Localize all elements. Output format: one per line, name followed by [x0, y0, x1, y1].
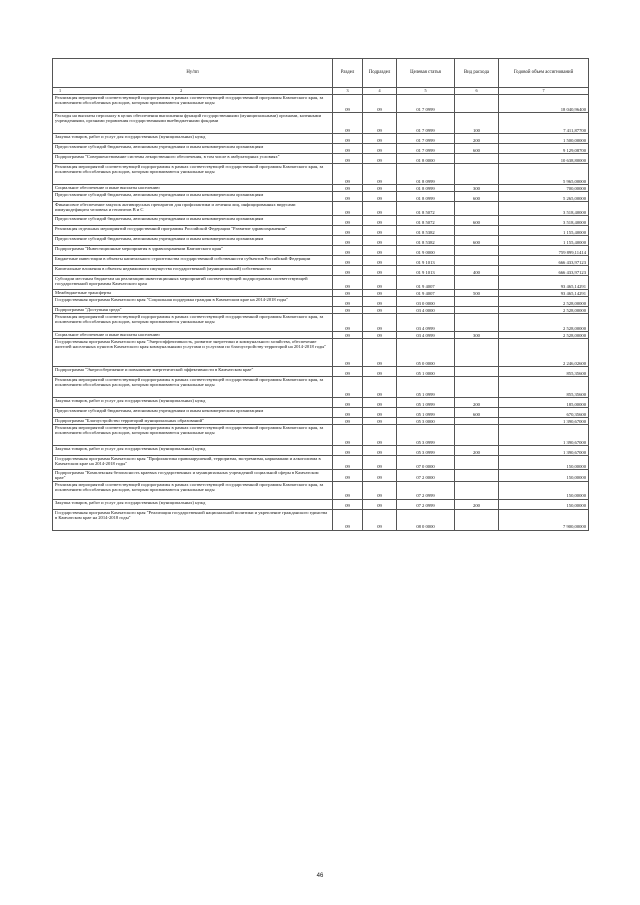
table-row: [53, 470, 589, 482]
row-vid: 100: [455, 113, 499, 134]
row-name: Предоставление субсидий бюджетным, автономным учреждениям и иным некоммерческим организациям: [53, 236, 333, 246]
row-razdel: 09: [333, 418, 363, 425]
row-amount: 93 465,14291: [499, 276, 589, 290]
row-podrazdel: 09: [363, 113, 397, 134]
table-row: [53, 418, 589, 425]
row-amount: 9 129,08700: [499, 144, 589, 154]
row-amount: 855,35600: [499, 377, 589, 398]
row-razdel: 09: [333, 95, 363, 113]
table-row: [53, 226, 589, 236]
row-article: 01 7 0999: [397, 113, 455, 134]
table-row: [53, 134, 589, 144]
row-vid: [455, 367, 499, 377]
table-row: [53, 307, 589, 314]
row-podrazdel: 09: [363, 290, 397, 297]
row-amount: 18 040,96400: [499, 95, 589, 113]
table-row: [53, 113, 589, 134]
row-article: 01 7 0999: [397, 144, 455, 154]
table-row: [53, 144, 589, 154]
row-podrazdel: 09: [363, 246, 397, 256]
row-article: 01 8 0999: [397, 192, 455, 202]
header-article: Целевая статья: [397, 59, 455, 88]
row-amount: 150,00000: [499, 470, 589, 482]
row-amount: 670,35600: [499, 408, 589, 418]
row-name: Реализация мероприятий соответствующей подпрограммы в рамках соответствующей государственной программы Камчатского края, за исключением обособленных расходов, которым присваиваются уникальные коды: [53, 314, 333, 332]
table-row: [53, 290, 589, 297]
row-podrazdel: 09: [363, 144, 397, 154]
row-podrazdel: 09: [363, 216, 397, 226]
row-razdel: 09: [333, 164, 363, 185]
row-article: 01 8 5072: [397, 202, 455, 216]
row-razdel: 09: [333, 256, 363, 266]
row-razdel: 09: [333, 367, 363, 377]
row-amount: 7 411,87700: [499, 113, 589, 134]
row-podrazdel: 09: [363, 164, 397, 185]
row-amount: 855,35600: [499, 367, 589, 377]
table-row: [53, 246, 589, 256]
row-amount: 2 528,00000: [499, 332, 589, 339]
row-razdel: 09: [333, 425, 363, 446]
row-article: 07 2 0000: [397, 470, 455, 482]
row-name: Реализация мероприятий соответствующей подпрограммы в рамках соответствующей государственной программы Камчатского края, за исключением обособленных расходов, которым присваиваются уникальные коды: [53, 377, 333, 398]
row-amount: 666 433,97123: [499, 256, 589, 266]
row-razdel: 09: [333, 446, 363, 456]
row-name: Подпрограмма "Благоустройство территорий муниципальных образований": [53, 418, 333, 425]
row-name: Предоставление субсидий бюджетным, автономным учреждениям и иным некоммерческим организациям: [53, 408, 333, 418]
table-header-row: [53, 59, 589, 88]
table-row: [53, 339, 589, 367]
row-name: Финансовое обеспечение закупок антивирусных препаратов для профилактики и лечения лиц, инфицированных вирусами иммунодефицита человека и гепатитов B и C: [53, 202, 333, 216]
table-row: [53, 236, 589, 246]
row-vid: 300: [455, 185, 499, 192]
row-podrazdel: 09: [363, 95, 397, 113]
row-article: 01 9 4007: [397, 276, 455, 290]
row-amount: 3 518,40000: [499, 216, 589, 226]
row-vid: 600: [455, 216, 499, 226]
table-row: [53, 154, 589, 164]
row-amount: 93 465,14291: [499, 290, 589, 297]
row-razdel: 09: [333, 185, 363, 192]
row-vid: [455, 297, 499, 307]
row-amount: 3 518,40000: [499, 202, 589, 216]
row-article: 01 8 0000: [397, 154, 455, 164]
table-row: [53, 425, 589, 446]
table-row: [53, 95, 589, 113]
row-podrazdel: 09: [363, 425, 397, 446]
table-row: [53, 314, 589, 332]
table-row: [53, 446, 589, 456]
row-amount: 150,00000: [499, 481, 589, 499]
row-razdel: 09: [333, 456, 363, 470]
row-razdel: 09: [333, 202, 363, 216]
row-podrazdel: 09: [363, 408, 397, 418]
row-vid: [455, 202, 499, 216]
row-vid: [455, 95, 499, 113]
row-podrazdel: 09: [363, 266, 397, 276]
row-name: Государственная программа Камчатского края "Социальная поддержка граждан в Камчатском крае на 2014-2018 годы": [53, 297, 333, 307]
row-name: Расходы на выплаты персоналу в целях обеспечения выполнения функций государственными (муниципальными) органами, казенными учреждениями, органами управления государственными внебюджетными фондами: [53, 113, 333, 134]
row-podrazdel: 09: [363, 192, 397, 202]
row-razdel: 09: [333, 276, 363, 290]
row-article: 01 7 0999: [397, 134, 455, 144]
row-podrazdel: 09: [363, 377, 397, 398]
row-name: Закупка товаров, работ и услуг для государственных (муниципальных) нужд: [53, 499, 333, 509]
row-vid: [455, 481, 499, 499]
row-razdel: 09: [333, 290, 363, 297]
row-amount: 5 965,00000: [499, 164, 589, 185]
row-name: Закупка товаров, работ и услуг для государственных (муниципальных) нужд: [53, 446, 333, 456]
row-razdel: 09: [333, 332, 363, 339]
row-amount: 1 500,00000: [499, 134, 589, 144]
row-article: 05 1 0999: [397, 398, 455, 408]
row-podrazdel: 09: [363, 418, 397, 425]
row-vid: 600: [455, 236, 499, 246]
row-vid: 200: [455, 499, 499, 509]
row-podrazdel: 09: [363, 276, 397, 290]
row-vid: [455, 314, 499, 332]
row-razdel: 09: [333, 509, 363, 530]
row-podrazdel: 09: [363, 314, 397, 332]
row-name: Реализация отдельных мероприятий государственной программы Российской Федерации "Развитие здравоохранения": [53, 226, 333, 236]
row-article: 07 2 0999: [397, 499, 455, 509]
row-razdel: 09: [333, 377, 363, 398]
row-article: 05 0 0000: [397, 339, 455, 367]
row-article: 01 8 5072: [397, 216, 455, 226]
row-vid: [455, 276, 499, 290]
row-podrazdel: 09: [363, 367, 397, 377]
row-podrazdel: 09: [363, 499, 397, 509]
row-podrazdel: 09: [363, 202, 397, 216]
row-razdel: 09: [333, 216, 363, 226]
row-article: 08 0 0000: [397, 509, 455, 530]
row-name: Реализация мероприятий соответствующей подпрограммы в рамках соответствующей государственной программы Камчатского края, за исключением обособленных расходов, которым присваиваются уникальные коды: [53, 164, 333, 185]
row-vid: 300: [455, 332, 499, 339]
row-razdel: 09: [333, 297, 363, 307]
table-row: [53, 164, 589, 185]
row-article: 05 1 0999: [397, 408, 455, 418]
row-vid: 200: [455, 134, 499, 144]
row-razdel: 09: [333, 236, 363, 246]
row-name: Подпрограмма "Совершенствование системы лекарственного обеспечения, в том числе в амбулаторных условиях": [53, 154, 333, 164]
row-name: Социальное обеспечение и иные выплаты населению: [53, 332, 333, 339]
row-razdel: 09: [333, 499, 363, 509]
row-razdel: 09: [333, 470, 363, 482]
table-row: [53, 297, 589, 307]
row-vid: [455, 226, 499, 236]
row-vid: 200: [455, 398, 499, 408]
table-row: [53, 408, 589, 418]
table-row: [53, 367, 589, 377]
row-razdel: 09: [333, 481, 363, 499]
row-article: 01 9 1013: [397, 266, 455, 276]
row-article: 05 1 0999: [397, 377, 455, 398]
row-amount: 185,00000: [499, 398, 589, 408]
row-article: 01 9 4007: [397, 290, 455, 297]
header-razdel: Раздел: [333, 59, 363, 88]
header-amount: Годовой объем ассигнований: [499, 59, 589, 88]
row-podrazdel: 09: [363, 134, 397, 144]
row-amount: 2 528,00000: [499, 307, 589, 314]
page-number: 46: [316, 873, 324, 879]
row-name: Государственная программа Камчатского края "Энергоэффективность, развитие энергетики и коммунального хозяйства, обеспечение жителей населенных пунктов Камчатского края коммунальными услугами и услугами по благоустройству территорий на 2014-2018 годы": [53, 339, 333, 367]
budget-table-sheet: [52, 58, 588, 531]
row-amount: 150,00000: [499, 499, 589, 509]
row-name: Подпрограмма "Комплексная безопасность краевых государственных и муниципальных учреждений социальной сферы в Камчатском крае": [53, 470, 333, 482]
row-podrazdel: 09: [363, 398, 397, 408]
table-row: [53, 499, 589, 509]
row-vid: [455, 509, 499, 530]
row-podrazdel: 09: [363, 339, 397, 367]
row-razdel: 09: [333, 307, 363, 314]
row-razdel: 09: [333, 246, 363, 256]
row-name: Предоставление субсидий бюджетным, автономным учреждениям и иным некоммерческим организациям: [53, 192, 333, 202]
row-amount: 666 433,97123: [499, 266, 589, 276]
column-number-6: 6: [455, 88, 499, 95]
table-row: [53, 216, 589, 226]
row-name: Межбюджетные трансферты: [53, 290, 333, 297]
table-row: [53, 266, 589, 276]
row-podrazdel: 09: [363, 481, 397, 499]
table-row: [53, 185, 589, 192]
row-name: Бюджетные инвестиции в объекты капитального строительства государственной собственности субъектов Российской Федерации: [53, 256, 333, 266]
row-name: Предоставление субсидий бюджетным, автономным учреждениям и иным некоммерческим организациям: [53, 144, 333, 154]
table-row: [53, 276, 589, 290]
row-name: Государственная программа Камчатского края "Реализация государственной национальной политики и укрепление гражданского единства в Камчатском крае на 2014-2018 годы": [53, 509, 333, 530]
row-vid: 400: [455, 266, 499, 276]
row-article: 05 3 0999: [397, 446, 455, 456]
header-vid: Вид расхода: [455, 59, 499, 88]
row-amount: 5 265,00000: [499, 192, 589, 202]
row-podrazdel: 09: [363, 332, 397, 339]
row-razdel: 09: [333, 113, 363, 134]
row-vid: [455, 339, 499, 367]
table-row: [53, 256, 589, 266]
row-amount: 7 900,00000: [499, 509, 589, 530]
row-article: 03 0 0000: [397, 297, 455, 307]
table-row: [53, 481, 589, 499]
row-name: Подпрограмма "Инвестиционные мероприятия в здравоохранении Камчатского края": [53, 246, 333, 256]
row-article: 05 3 0000: [397, 418, 455, 425]
row-vid: [455, 470, 499, 482]
row-razdel: 09: [333, 266, 363, 276]
row-amount: 759 899,11414: [499, 246, 589, 256]
row-article: 01 8 0999: [397, 164, 455, 185]
row-article: 07 0 0000: [397, 456, 455, 470]
row-name: Капитальные вложения в объекты недвижимого имущества государственной (муниципальной) собственности: [53, 266, 333, 276]
row-article: 05 1 0000: [397, 367, 455, 377]
header-name: Ну/пп: [53, 59, 333, 88]
row-podrazdel: 09: [363, 226, 397, 236]
row-amount: 700,00000: [499, 185, 589, 192]
row-podrazdel: 09: [363, 185, 397, 192]
row-podrazdel: 09: [363, 307, 397, 314]
row-article: 05 3 0999: [397, 425, 455, 446]
table-row: [53, 509, 589, 530]
row-vid: 600: [455, 192, 499, 202]
row-razdel: 09: [333, 226, 363, 236]
row-razdel: 09: [333, 314, 363, 332]
row-podrazdel: 09: [363, 154, 397, 164]
row-article: 03 4 0000: [397, 307, 455, 314]
row-name: Реализация мероприятий соответствующей подпрограммы в рамках соответствующей государственной программы Камчатского края, за исключением обособленных расходов, которым присваиваются уникальные коды: [53, 481, 333, 499]
row-vid: [455, 418, 499, 425]
table-row: [53, 202, 589, 216]
column-number-3: 3: [333, 88, 363, 95]
row-podrazdel: 09: [363, 236, 397, 246]
row-podrazdel: 09: [363, 446, 397, 456]
table-row: [53, 398, 589, 408]
row-vid: [455, 256, 499, 266]
row-razdel: 09: [333, 339, 363, 367]
table-row: [53, 377, 589, 398]
budget-table: [52, 58, 589, 531]
row-amount: 1 390,67000: [499, 446, 589, 456]
row-article: 01 8 5382: [397, 236, 455, 246]
row-vid: [455, 164, 499, 185]
column-number-row: [53, 88, 589, 95]
row-razdel: 09: [333, 398, 363, 408]
table-row: [53, 192, 589, 202]
row-name: Субсидии местным бюджетам на реализацию инвестиционных мероприятий соответствующей подпрограммы соответствующей государственной программы Камчатского края: [53, 276, 333, 290]
row-amount: 1 390,67000: [499, 425, 589, 446]
row-razdel: 09: [333, 408, 363, 418]
row-amount: 1 390,67000: [499, 418, 589, 425]
column-number-1: 1: [59, 88, 62, 93]
row-name: Подпрограмма "Доступная среда": [53, 307, 333, 314]
row-vid: [455, 307, 499, 314]
table-row: [53, 332, 589, 339]
row-article: 01 7 0999: [397, 95, 455, 113]
header-podrazdel: Подраздел: [363, 59, 397, 88]
row-amount: 150,00000: [499, 456, 589, 470]
row-vid: [455, 425, 499, 446]
row-razdel: 09: [333, 154, 363, 164]
row-name: Реализация мероприятий соответствующей подпрограммы в рамках соответствующей государственной программы Камчатского края, за исключением обособленных расходов, которым присваиваются уникальные коды: [53, 425, 333, 446]
row-razdel: 09: [333, 134, 363, 144]
row-article: 01 8 0999: [397, 185, 455, 192]
row-amount: 1 155,40000: [499, 226, 589, 236]
row-article: 03 4 0999: [397, 314, 455, 332]
row-vid: 600: [455, 144, 499, 154]
column-number-7: 7: [499, 88, 589, 95]
row-vid: [455, 246, 499, 256]
row-razdel: 09: [333, 144, 363, 154]
row-podrazdel: 09: [363, 470, 397, 482]
row-article: 01 8 5382: [397, 226, 455, 236]
row-vid: [455, 154, 499, 164]
row-name: Реализация мероприятий соответствующей подпрограммы в рамках соответствующей государственной программы Камчатского края, за исключением обособленных расходов, которым присваиваются уникальные коды: [53, 95, 333, 113]
row-amount: 2 528,00000: [499, 314, 589, 332]
row-name: Закупка товаров, работ и услуг для государственных (муниципальных) нужд: [53, 134, 333, 144]
row-name: Закупка товаров, работ и услуг для государственных (муниципальных) нужд: [53, 398, 333, 408]
row-vid: [455, 377, 499, 398]
row-podrazdel: 09: [363, 297, 397, 307]
row-podrazdel: 09: [363, 509, 397, 530]
row-vid: [455, 456, 499, 470]
row-name: Социальное обеспечение и иные выплаты населению: [53, 185, 333, 192]
column-number-5: 5: [397, 88, 455, 95]
row-amount: 2 246,02600: [499, 339, 589, 367]
row-vid: 600: [455, 408, 499, 418]
row-article: 01 9 1013: [397, 256, 455, 266]
row-razdel: 09: [333, 192, 363, 202]
row-amount: 10 638,80000: [499, 154, 589, 164]
row-article: 07 2 0999: [397, 481, 455, 499]
column-number-2: 2: [180, 88, 183, 93]
row-podrazdel: 09: [363, 456, 397, 470]
column-number: [53, 88, 333, 95]
row-amount: 2 528,00000: [499, 297, 589, 307]
row-name: Предоставление субсидий бюджетным, автономным учреждениям и иным некоммерческим организациям: [53, 216, 333, 226]
table-body: [53, 95, 589, 531]
row-vid: 500: [455, 290, 499, 297]
row-podrazdel: 09: [363, 256, 397, 266]
row-name: Подпрограмма "Энергосбережение и повышение энергетической эффективности в Камчатском крае": [53, 367, 333, 377]
row-article: 01 9 0000: [397, 246, 455, 256]
row-amount: 1 155,40000: [499, 236, 589, 246]
row-article: 03 4 0999: [397, 332, 455, 339]
row-vid: 200: [455, 446, 499, 456]
row-name: Государственная программа Камчатского края "Профилактика правонарушений, терроризма, экстремизма, наркомании и алкоголизма в Камчатском крае на 2014-2018 годы": [53, 456, 333, 470]
table-row: [53, 456, 589, 470]
column-number-4: 4: [363, 88, 397, 95]
